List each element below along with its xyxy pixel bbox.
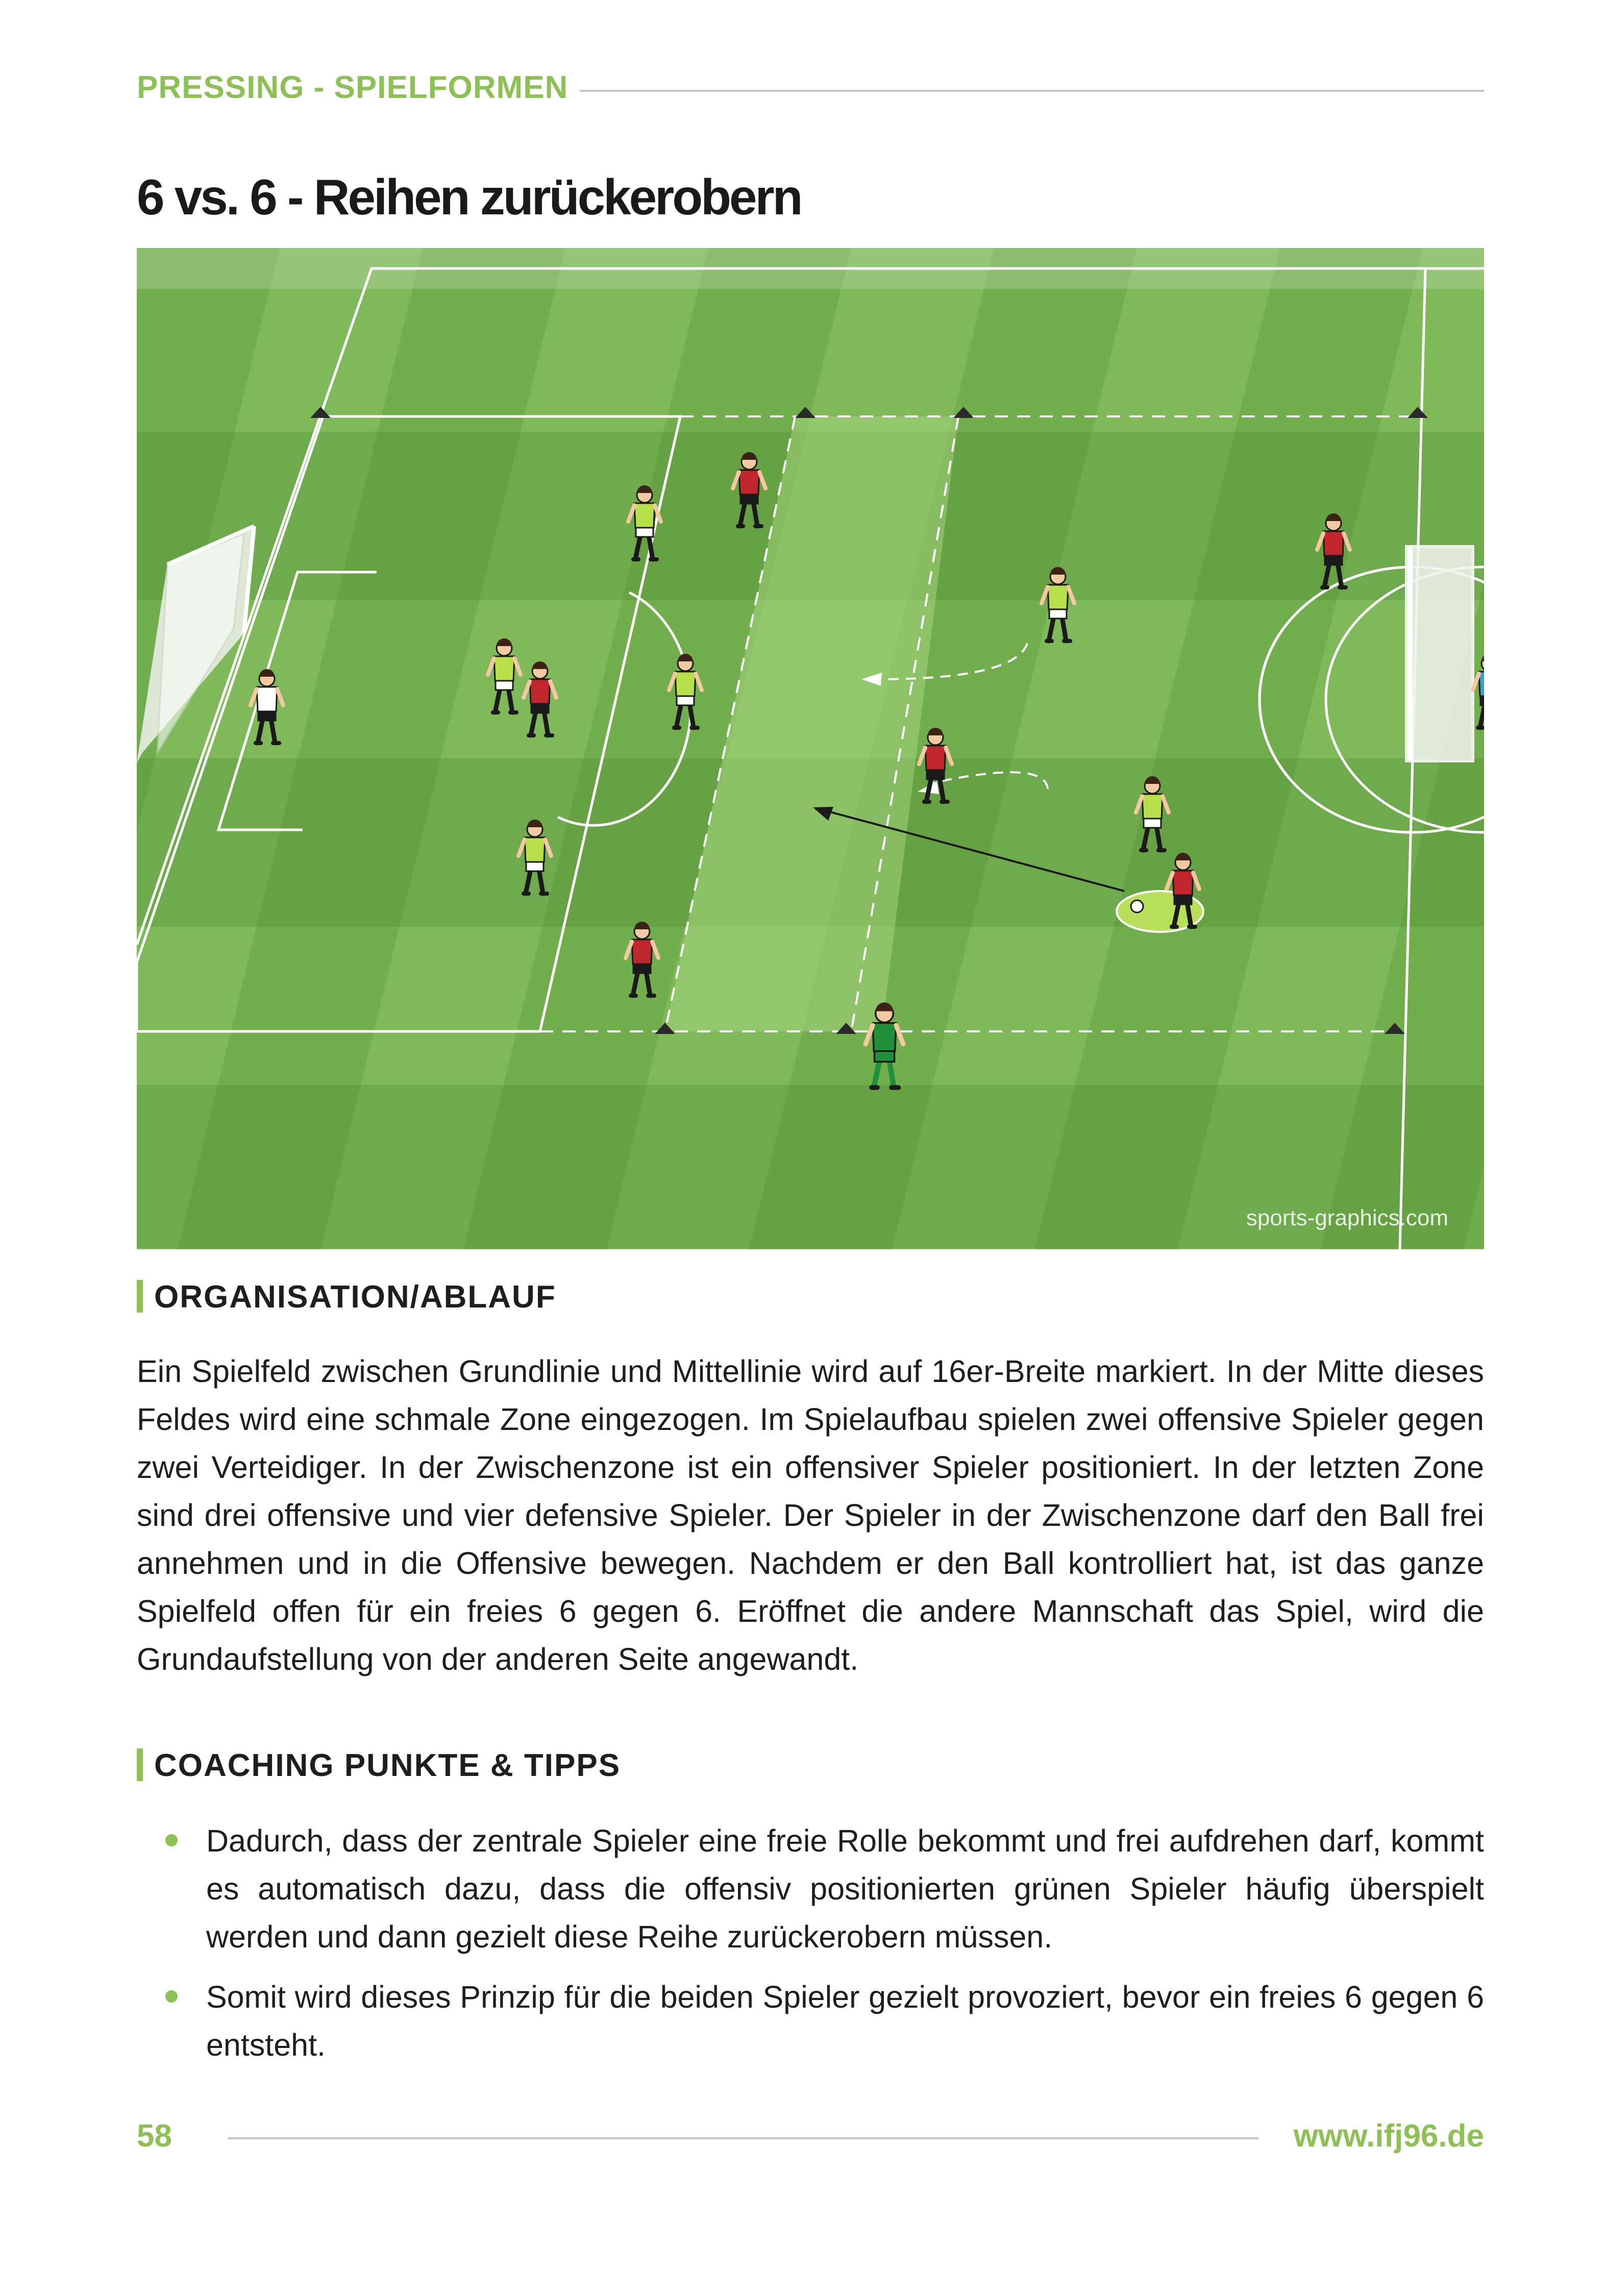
coaching-heading-text: COACHING PUNKTE & TIPPS (154, 1748, 621, 1783)
coaching-heading (137, 1747, 621, 1784)
list-item-text: Dadurch, dass der zentrale Spieler eine freie Rolle bekommt und frei aufdrehen darf, kommt es automatisch dazu, dass die offensiv positionierten grünen Spieler häufig überspielt werden und dann gezielt diese Reihe zurückerobern müssen. (206, 1823, 1484, 1954)
organisation-text: Ein Spielfeld zwischen Grundlinie und Mittellinie wird auf 16er-Breite markiert. In der Mitte dieses Feldes wird eine schmale Zone eingezogen. Im Spielaufbau spielen zwei offensive Spieler gegen zwei Verteidiger. In der Zwischenzone ist ein offensiver Spieler positioniert. In der letzten Zone sind drei offensive und vier defensive Spieler. Der Spieler in der Zwischenzone darf den Ball frei annehmen und in die Offensive bewegen. Nachdem er den Ball kontrolliert hat, ist das ganze Spielfeld offen für ein freies 6 gegen 6. Eröffnet die andere Mannschaft das Spiel, wird die Grundaufstellung von der anderen Seite angewandt. (137, 1354, 1484, 1676)
watermark: sports-graphics.com (1246, 1205, 1448, 1230)
organisation-heading (137, 1279, 556, 1315)
list-item (137, 1973, 1484, 2069)
heading-accent-bar (137, 1280, 143, 1313)
page-title: 6 vs. 6 - Reihen zurückerobern (137, 169, 801, 225)
list-item-text: Somit wird dieses Prinzip für die beiden Spieler gezielt provoziert, bevor ein freies 6 gegen 6 entsteht. (206, 1980, 1484, 2062)
list-item (137, 1817, 1484, 1961)
page-footer (137, 2118, 1484, 2164)
footer-url[interactable]: www.ifj96.de (1293, 2118, 1484, 2154)
bullet-icon (165, 1990, 178, 2003)
organisation-heading-text: ORGANISATION/ABLAUF (154, 1279, 556, 1315)
goal-right (1406, 547, 1473, 761)
running-header (137, 69, 1484, 110)
page-number: 58 (137, 2118, 172, 2154)
coaching-list (137, 1817, 1484, 2081)
footer-rule (228, 2137, 1258, 2139)
pitch-svg (137, 248, 1484, 1249)
header-rule (580, 90, 1484, 92)
pitch-diagram (137, 248, 1484, 1249)
section-label: PRESSING - SPIELFORMEN (137, 70, 569, 105)
heading-accent-bar (137, 1748, 143, 1781)
ball (1131, 900, 1143, 912)
bullet-icon (165, 1834, 178, 1846)
